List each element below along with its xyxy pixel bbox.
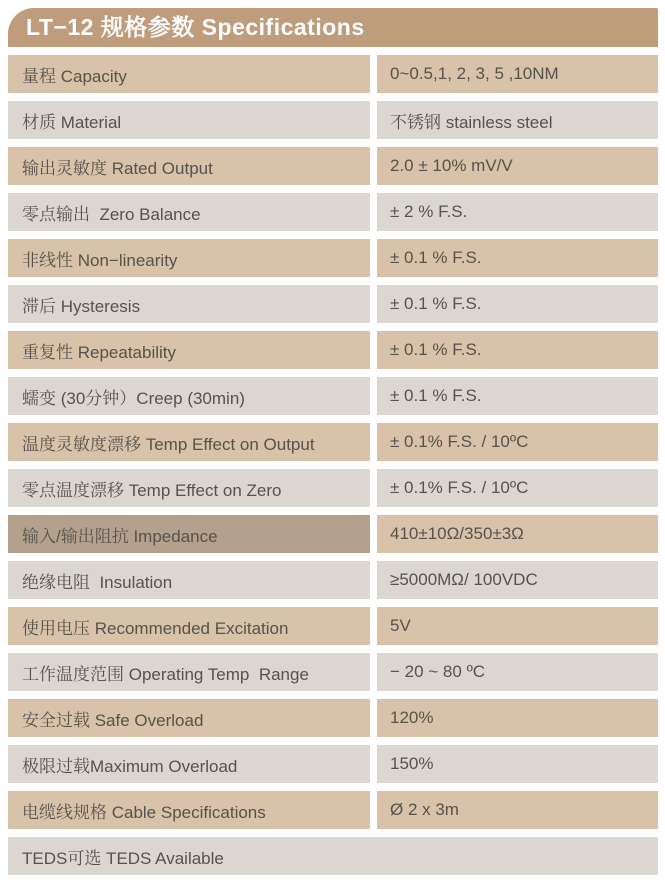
spec-label: 电缆线规格 Cable Specifications (22, 802, 266, 822)
spec-value: ± 0.1% F.S. / 10ºC (390, 432, 529, 451)
spec-row-operating-temp (8, 653, 658, 691)
spec-label-cell (8, 377, 370, 415)
spec-label-cell (8, 837, 658, 875)
spec-label: 温度灵敏度漂移 Temp Effect on Output (22, 434, 315, 454)
spec-value-cell (377, 515, 658, 553)
spec-label: 重复性 Repeatability (22, 342, 177, 362)
spec-value: ± 0.1% F.S. / 10ºC (390, 478, 529, 497)
spec-label-cell (8, 745, 370, 783)
spec-label-cell (8, 101, 370, 139)
spec-value-cell (377, 147, 658, 185)
spec-label: 蠕变 (30分钟）Creep (30min) (22, 388, 245, 408)
spec-label-cell (8, 699, 370, 737)
spec-label: TEDS可选 TEDS Available (22, 848, 224, 868)
spec-value-cell (377, 607, 658, 645)
page-title-text: LT−12 规格参数 Specifications (26, 14, 365, 40)
spec-label-cell (8, 55, 370, 93)
spec-label: 零点温度漂移 Temp Effect on Zero (22, 480, 282, 500)
spec-value-cell (377, 561, 658, 599)
spec-row-temp-effect-zero (8, 469, 658, 507)
spec-value: 5V (390, 616, 411, 635)
spec-label: 使用电压 Recommended Excitation (22, 618, 289, 638)
spec-value: 2.0 ± 10% mV/V (390, 156, 513, 175)
spec-row-creep (8, 377, 658, 415)
spec-label: 材质 Material (22, 112, 122, 132)
spec-value: ± 0.1 % F.S. (390, 248, 482, 267)
spec-label-cell (8, 423, 370, 461)
spec-label: 工作温度范围 Operating Temp Range (22, 664, 309, 684)
spec-value: ± 0.1 % F.S. (390, 294, 482, 313)
spec-label-cell (8, 515, 370, 553)
spec-row-repeatability (8, 331, 658, 369)
spec-label: 绝缘电阻 Insulation (22, 572, 173, 592)
spec-row-rated-output (8, 147, 658, 185)
spec-label-cell (8, 561, 370, 599)
spec-row-insulation (8, 561, 658, 599)
spec-label-cell (8, 331, 370, 369)
spec-label-cell (8, 147, 370, 185)
spec-label: 安全过载 Safe Overload (22, 710, 204, 730)
spec-value-cell (377, 285, 658, 323)
spec-value-cell (377, 699, 658, 737)
spec-label: 量程 Capacity (22, 66, 127, 86)
spec-label: 输入/输出阻抗 Impedance (22, 526, 218, 546)
spec-row-safe-overload (8, 699, 658, 737)
spec-row-capacity (8, 55, 658, 93)
spec-label-cell (8, 239, 370, 277)
spec-row-material (8, 101, 658, 139)
spec-row-temp-effect-output (8, 423, 658, 461)
spec-value: 410±10Ω/350±3Ω (390, 524, 524, 543)
spec-value: ± 0.1 % F.S. (390, 386, 482, 405)
spec-value-cell (377, 193, 658, 231)
spec-value-cell (377, 469, 658, 507)
spec-value: 120% (390, 708, 434, 727)
spec-value: ± 0.1 % F.S. (390, 340, 482, 359)
spec-value: Ø 2 x 3m (390, 800, 459, 819)
spec-label: 输出灵敏度 Rated Output (22, 158, 213, 178)
spec-value-cell (377, 653, 658, 691)
spec-row-zero-balance (8, 193, 658, 231)
specifications-table (8, 55, 658, 875)
spec-label-cell (8, 653, 370, 691)
spec-row-excitation (8, 607, 658, 645)
spec-value-cell (377, 745, 658, 783)
spec-label-cell (8, 469, 370, 507)
spec-value-cell (377, 423, 658, 461)
spec-value: − 20 ~ 80 ºC (390, 662, 486, 681)
spec-label: 滞后 Hysteresis (22, 296, 141, 316)
spec-row-cable (8, 791, 658, 829)
spec-value-cell (377, 331, 658, 369)
spec-value: 不锈钢 stainless steel (390, 112, 553, 132)
spec-value-cell (377, 101, 658, 139)
spec-value-cell (377, 377, 658, 415)
spec-row-hysteresis (8, 285, 658, 323)
spec-value-cell (377, 791, 658, 829)
spec-row-maximum-overload (8, 745, 658, 783)
spec-value: ≥5000MΩ/ 100VDC (390, 570, 538, 589)
spec-row-non-linearity (8, 239, 658, 277)
spec-label: 非线性 Non−linearity (22, 250, 178, 270)
spec-value-cell (377, 239, 658, 277)
spec-label-cell (8, 607, 370, 645)
page-title (8, 8, 658, 47)
spec-row-teds (8, 837, 658, 875)
spec-label: 零点输出 Zero Balance (22, 204, 201, 224)
spec-value: 150% (390, 754, 434, 773)
spec-label-cell (8, 193, 370, 231)
spec-label-cell (8, 791, 370, 829)
spec-value-cell (377, 55, 658, 93)
spec-value: ± 2 % F.S. (390, 202, 468, 221)
spec-label-cell (8, 285, 370, 323)
spec-value: 0~0.5,1, 2, 3, 5 ,10NM (390, 64, 559, 83)
spec-label: 极限过载Maximum Overload (22, 756, 238, 776)
spec-row-impedance (8, 515, 658, 553)
